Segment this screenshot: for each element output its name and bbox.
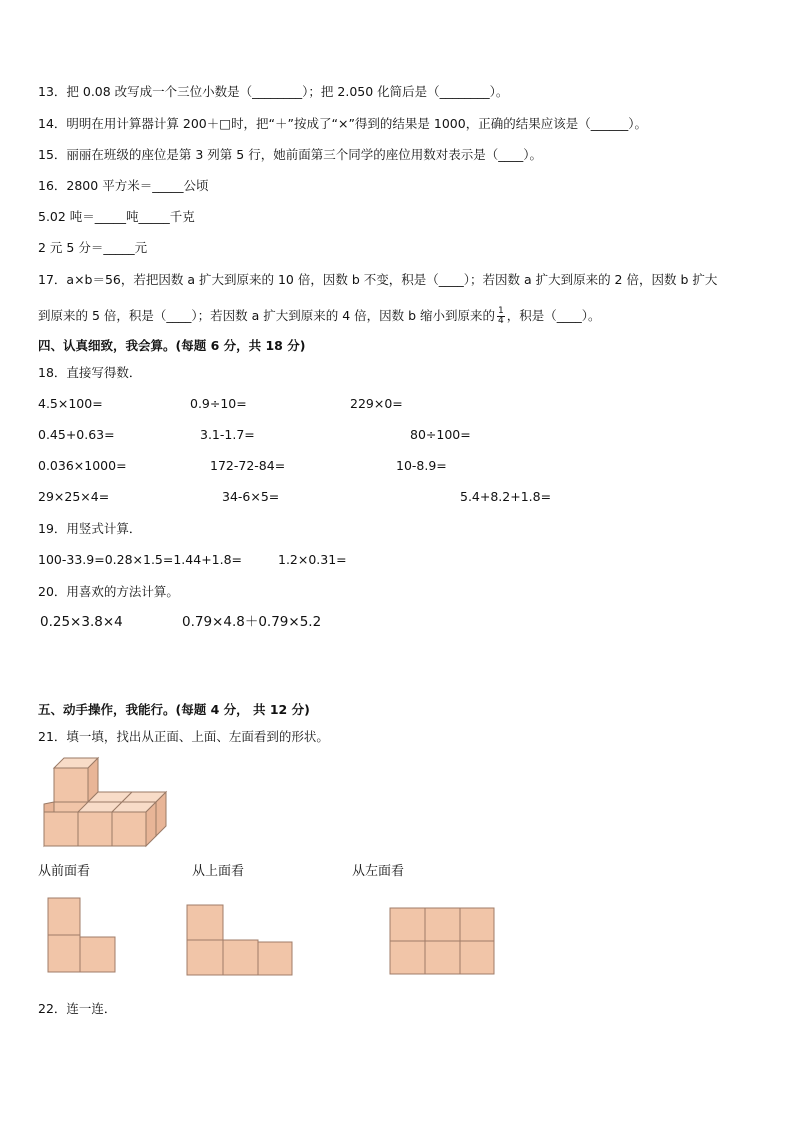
cube-stack-figure bbox=[42, 756, 172, 848]
cube-face bbox=[54, 768, 88, 802]
question-20-title: 20．用喜欢的方法计算。 bbox=[38, 584, 179, 599]
view-square bbox=[48, 898, 80, 935]
top-view-shape bbox=[186, 904, 296, 976]
view-square bbox=[460, 908, 494, 941]
cube-face bbox=[44, 812, 78, 846]
view-square bbox=[187, 905, 223, 940]
fraction-numerator: 1 bbox=[498, 306, 504, 316]
calc-item: 0.28×1.5= bbox=[104, 552, 174, 567]
view-square bbox=[223, 940, 258, 975]
calc-item: 229×0= bbox=[350, 396, 403, 411]
left-view-shape bbox=[389, 907, 497, 977]
question-17-line-1: 17．a×b＝56，若把因数 a 扩大到原来的 10 倍，因数 b 不变，积是（____）；若因数 a 扩大到原来的 2 倍，因数 b 扩大 bbox=[38, 272, 718, 287]
question-16-line-3: 2 元 5 分＝_____元 bbox=[38, 240, 148, 255]
view-square bbox=[460, 941, 494, 974]
question-19-items bbox=[38, 552, 242, 568]
question-16-line-2: 5.02 吨＝_____吨_____千克 bbox=[38, 209, 195, 224]
question-17-line-2-start: 到原来的 5 倍，积是（____）；若因数 a 扩大到原来的 4 倍，因数 b 缩小到原来的 bbox=[38, 308, 496, 323]
calc-item: 0.25×3.8×4 bbox=[40, 614, 123, 630]
calc-item: 5.4+8.2+1.8= bbox=[460, 489, 552, 504]
calc-item: 0.036×1000= bbox=[38, 458, 127, 473]
calc-item: 0.79×4.8＋0.79×5.2 bbox=[182, 614, 322, 630]
view-label-front: 从前面看 bbox=[38, 864, 91, 879]
question-19-title: 19．用竖式计算． bbox=[38, 521, 142, 536]
view-square bbox=[48, 935, 80, 972]
view-label-left: 从左面看 bbox=[352, 864, 405, 879]
view-square bbox=[390, 941, 425, 974]
question-22-title: 22．连一连． bbox=[38, 1001, 117, 1016]
view-label-top: 从上面看 bbox=[192, 864, 245, 879]
front-view-shape bbox=[47, 897, 119, 975]
calc-item: 34-6×5= bbox=[222, 489, 280, 504]
view-square bbox=[425, 908, 460, 941]
fraction-one-quarter bbox=[497, 307, 505, 326]
cube-face bbox=[112, 812, 146, 846]
calc-item: 10-8.9= bbox=[396, 458, 447, 473]
calc-item: 0.9÷10= bbox=[190, 396, 247, 411]
view-square bbox=[187, 940, 223, 975]
section-4-heading: 四、认真细致，我会算。(每题 6 分，共 18 分) bbox=[38, 338, 306, 353]
view-square bbox=[258, 942, 292, 975]
calc-item: 0.45+0.63= bbox=[38, 427, 115, 442]
view-square bbox=[390, 908, 425, 941]
calc-item: 172-72-84= bbox=[210, 458, 286, 473]
section-5-heading: 五、动手操作，我能行。(每题 4 分， 共 12 分) bbox=[38, 702, 310, 717]
question-16-line-1: 16．2800 平方米＝_____公顷 bbox=[38, 178, 209, 193]
calc-item: 29×25×4= bbox=[38, 489, 110, 504]
question-21-title: 21．填一填，找出从正面、上面、左面看到的形状。 bbox=[38, 729, 329, 744]
calc-item: 80÷100= bbox=[410, 427, 471, 442]
question-15: 15．丽丽在班级的座位是第 3 列第 5 行，她前面第三个同学的座位用数对表示是（____）。 bbox=[38, 147, 542, 162]
question-18-title: 18．直接写得数． bbox=[38, 365, 142, 380]
calc-item: 3.1-1.7= bbox=[200, 427, 255, 442]
question-13: 13．把 0.08 改写成一个三位小数是（________）；把 2.050 化简后是（________）。 bbox=[38, 84, 509, 99]
question-14: 14．明明在用计算器计算 200＋□时，把“＋”按成了“×”得到的结果是 1000，正确的结果应该是（______）。 bbox=[38, 116, 647, 131]
cube-face bbox=[78, 812, 112, 846]
calc-item: 4.5×100= bbox=[38, 396, 103, 411]
calc-item: 1.2×0.31= bbox=[278, 552, 347, 567]
question-17-line-2 bbox=[38, 305, 601, 327]
question-17-line-2-end: ，积是（____）。 bbox=[506, 308, 601, 323]
calc-item: 1.44+1.8= bbox=[173, 552, 243, 567]
calc-item: 100-33.9= bbox=[38, 552, 105, 567]
view-square bbox=[425, 941, 460, 974]
fraction-denominator: 4 bbox=[498, 316, 504, 326]
view-square bbox=[80, 937, 115, 972]
